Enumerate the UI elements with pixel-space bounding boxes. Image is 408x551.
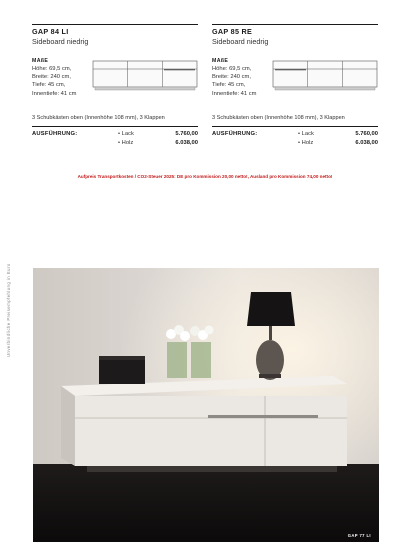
price-row-holz — [118, 140, 198, 149]
dim-depth: Tiefe: 45 cm, — [212, 82, 246, 89]
dim-height: Höhe: 69,5 cm, — [32, 66, 72, 72]
option-name: • Lack — [298, 131, 314, 137]
dimensions-list — [32, 65, 92, 98]
side-price-note: Unverbindliche Preisempfehlung in Euro — [6, 263, 11, 357]
price-row-holz — [298, 140, 378, 149]
product-column-gap-84-li — [32, 24, 198, 146]
dimensions-list — [212, 65, 272, 98]
dim-width: Breite: 240 cm, — [212, 74, 251, 81]
option-price: 5.760,00 — [355, 131, 378, 137]
drawer-description: 3 Schubkästen oben (Innenhöhe 108 mm), 3 Klappen — [212, 115, 345, 121]
top-rule — [212, 24, 378, 25]
divider — [212, 126, 378, 127]
execution-label: AUSFÜHRUNG: — [32, 131, 78, 137]
option-name: • Holz — [298, 140, 314, 146]
transport-cost-notice: Aufpreis Transportkosten / CO2-Steuer 2025: DE pro Kommission 20,00 netto!, Ausland pro Kommission 74,00 netto! — [77, 174, 333, 179]
dim-inner-depth: Innentiefe: 41 cm — [212, 90, 257, 97]
price-row-lack — [298, 131, 378, 140]
divider — [32, 126, 198, 127]
product-code: GAP 85 RE — [212, 27, 253, 36]
sideboard-line-drawing — [92, 60, 198, 92]
product-code: GAP 84 LI — [32, 27, 69, 36]
top-rule — [32, 24, 198, 25]
dim-height: Höhe: 69,5 cm, — [212, 66, 252, 72]
execution-label: AUSFÜHRUNG: — [212, 131, 258, 137]
dimensions-heading: MAßE — [32, 58, 49, 64]
price-row-lack — [118, 131, 198, 140]
dimensions-heading: MAßE — [212, 58, 229, 64]
option-price: 5.760,00 — [175, 131, 198, 137]
sideboard-line-drawing — [272, 60, 378, 92]
option-price: 6.038,00 — [175, 140, 198, 146]
option-name: • Holz — [118, 140, 134, 146]
product-subtitle: Sideboard niedrig — [212, 37, 269, 46]
drawer-description: 3 Schubkästen oben (Innenhöhe 108 mm), 3 Klappen — [32, 115, 165, 121]
product-column-gap-85-re — [212, 24, 378, 146]
option-price: 6.038,00 — [355, 140, 378, 146]
photo-caption: GAP 77 LI — [347, 533, 371, 538]
dim-inner-depth: Innentiefe: 41 cm — [32, 90, 77, 97]
sideboard-photo-illustration — [33, 268, 379, 542]
dim-width: Breite: 240 cm, — [32, 74, 71, 81]
dim-depth: Tiefe: 45 cm, — [32, 82, 66, 89]
product-subtitle: Sideboard niedrig — [32, 37, 89, 46]
option-name: • Lack — [118, 131, 134, 137]
product-photo — [33, 268, 379, 542]
